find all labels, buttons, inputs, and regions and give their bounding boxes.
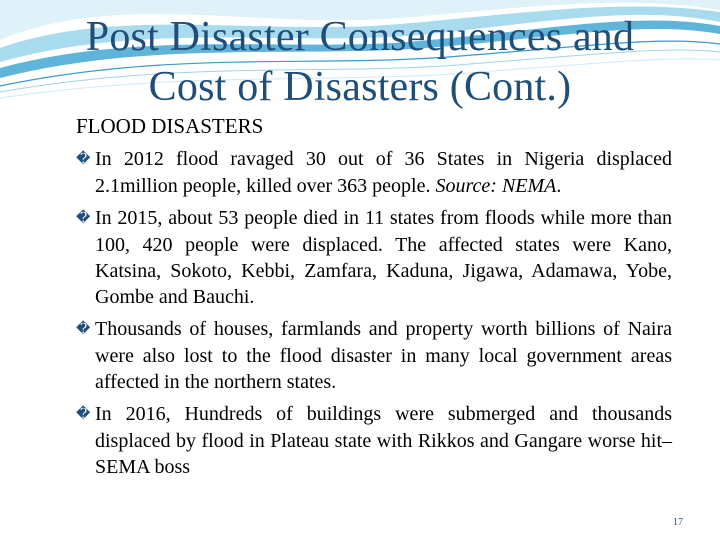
bullet-item <box>76 146 672 199</box>
bullet-source-period: . <box>556 175 562 197</box>
bullet-item <box>76 316 672 395</box>
bullet-text: In 2012 flood ravaged 30 out of 36 States in Nigeria displaced 2.1million people, killed over 363 people. <box>95 148 672 197</box>
bullet-text: In 2015, about 53 people died in 11 states from floods while more than 100, 420 people were displaced. The affected states were Kano, Katsina, Sokoto, Kebbi, Zamfara, Kaduna, Jigawa, Adamawa, Yobe, Gombe and Bauchi. <box>95 207 672 308</box>
page-number: 17 <box>673 517 683 528</box>
bullet-source: Source: NEMA <box>435 175 557 197</box>
bullet-marker-icon: � <box>76 211 91 226</box>
bullet-marker-icon: � <box>76 407 91 422</box>
bullet-text: Thousands of houses, farmlands and property worth billions of Naira were also lost to the flood disaster in many local government areas affected in the northern states. <box>95 318 672 393</box>
slide-title <box>0 12 720 112</box>
bullet-text: In 2016, Hundreds of buildings were submerged and thousands displaced by flood in Plateau state with Rikkos and Gangare worse hit– SEMA boss <box>95 403 672 478</box>
bullet-item <box>76 205 672 310</box>
section-heading: FLOOD DISASTERS <box>76 114 264 138</box>
bullet-marker-icon: � <box>76 152 91 167</box>
bullet-marker-icon: � <box>76 322 91 337</box>
bullet-item <box>76 401 672 480</box>
slide-body <box>76 113 672 486</box>
slide-title-line-2: Cost of Disasters (Cont.) <box>148 64 572 110</box>
slide-title-line-1: Post Disaster Consequences and <box>85 14 635 60</box>
